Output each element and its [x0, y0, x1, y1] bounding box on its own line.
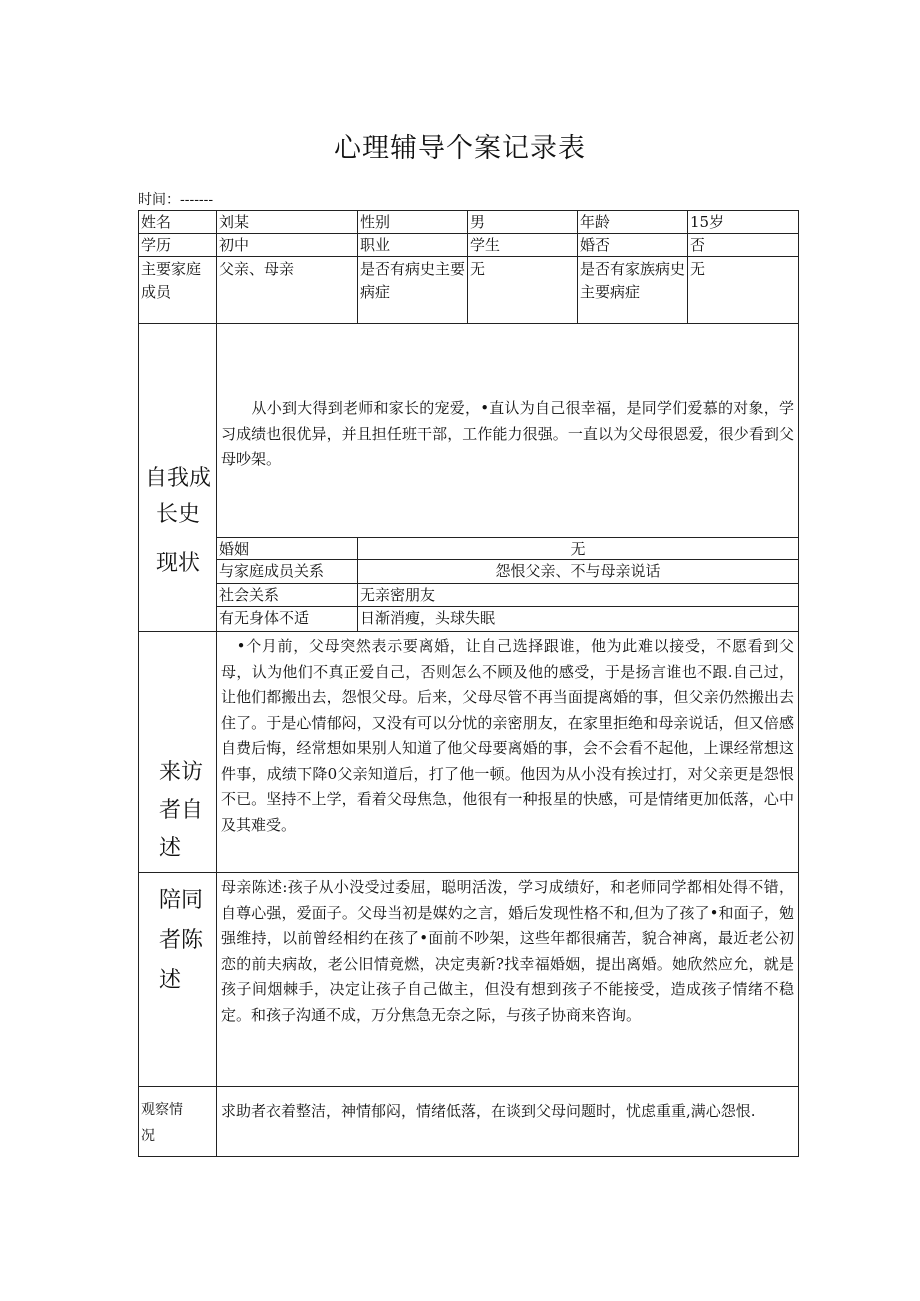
growth-label-cell: [138, 324, 217, 538]
status-row-value: 无亲密朋友: [358, 584, 799, 607]
self-report-label-cell: [138, 632, 217, 873]
job-label: 职业: [358, 234, 468, 257]
family-label: 主要家庭成员: [138, 257, 217, 324]
name-value: 刘某: [217, 210, 358, 234]
status-row-label: 婚姻: [217, 538, 358, 560]
observation-text: 求助者衣着整洁，神情郁闷，情绪低落，在谈到父母问题时，忧虑重重,满心怨恨.: [221, 1102, 756, 1120]
history-value: 无: [468, 257, 578, 324]
companion-text: 母亲陈述:孩子从小没受过委屈，聪明活泼，学习成绩好，和老师同学都相处得不错，自尊心强，爱面子。父母当初是媒妁之言，婚后发现性格不和,但为了孩了•和面子，勉强维持，以前曾经相约在孩了•面前不吵架，这些年都很痛苦，貌合神离，最近老公初恋的前夫病故，老公旧情竟燃，决定夷新?找幸福婚姻，提出离婚。她欣然应允，就是孩子间烟棘手，决定让孩子自己做主，但没有想到孩子不能接受，造成孩子情绪不稳定。和孩子沟通不成，万分焦急无奈之际，与孩子协商来咨询。: [221, 878, 794, 1024]
gender-label: 性别: [358, 210, 468, 234]
status-row-value: 怨恨父亲、不与母亲说话: [358, 560, 799, 584]
companion-cell: [217, 873, 799, 1087]
status-row-label: 与家庭成员关系: [217, 560, 358, 584]
self-report-text: •个月前，父母突然表示要离婚，让自己选择跟谁，他为此难以接受，不愿看到父母，认为他们不真正爱自己，否则怎么不顾及他的感受，于是扬言谁也不跟.自己过，让他们都搬出去，怨恨父母。后来，父母尽管不再当面提离婚的事，但父亲仍然搬出去住了。于是心情郁闷，又没有可以分忧的亲密朋友，在家里拒绝和母亲说话，但又倍感自费后悔，经常想如果别人知道了他父母要离婚的事，会不会看不起他，上课经常想这件事，成绩下降0父亲知道后，打了他一顿。他因为从小没有挨过打，对父亲更是怨恨不已。坚持不上学，看着父母焦急，他很有一种报星的快感，可是情绪更加低落，心中及其难受。: [221, 637, 794, 834]
family-history-value: 无: [688, 257, 799, 324]
companion-label-cell: [138, 873, 217, 1087]
marriage-label: 婚否: [578, 234, 688, 257]
marriage-value: 否: [688, 234, 799, 257]
age-value: 15岁: [688, 210, 799, 234]
observation-label-cell: [138, 1087, 217, 1157]
growth-text: 从小到大得到老师和家长的宠爱，•直认为自己很幸福，是同学们爱慕的对象，学习成绩也很优异，并且担任班干部，工作能力很强。一直以为父母很恩爱，很少看到父母吵架。: [221, 399, 794, 468]
growth-cell: [217, 324, 799, 538]
self-report-label: 来访者自述: [159, 760, 204, 861]
growth-label: 自我成长史: [144, 466, 211, 527]
self-report-cell: [217, 632, 799, 873]
edu-label: 学历: [138, 234, 217, 257]
page-title: 心理辅导个案记录表: [334, 133, 586, 164]
family-value: 父亲、母亲: [217, 257, 358, 324]
status-row-value: 日渐消瘦，头球失眠: [358, 607, 799, 632]
gender-value: 男: [468, 210, 578, 234]
family-history-label: 是否有家族病史主要病症: [578, 257, 688, 324]
age-label: 年龄: [578, 210, 688, 234]
status-label: 现状: [155, 551, 200, 576]
job-value: 学生: [468, 234, 578, 257]
status-row-label: 有无身体不适: [217, 607, 358, 632]
edu-value: 初中: [217, 234, 358, 257]
companion-label: 陪同者陈述: [159, 888, 204, 993]
observation-label: 观察情况: [141, 1102, 183, 1144]
observation-cell: [217, 1087, 799, 1157]
history-label: 是否有病史主要病症: [358, 257, 468, 324]
time-field: 时间：-------: [138, 192, 214, 208]
name-label: 姓名: [138, 210, 217, 234]
status-row-label: 社会关系: [217, 584, 358, 607]
status-label-cell: [138, 538, 217, 632]
status-row-value: 无: [358, 538, 799, 560]
